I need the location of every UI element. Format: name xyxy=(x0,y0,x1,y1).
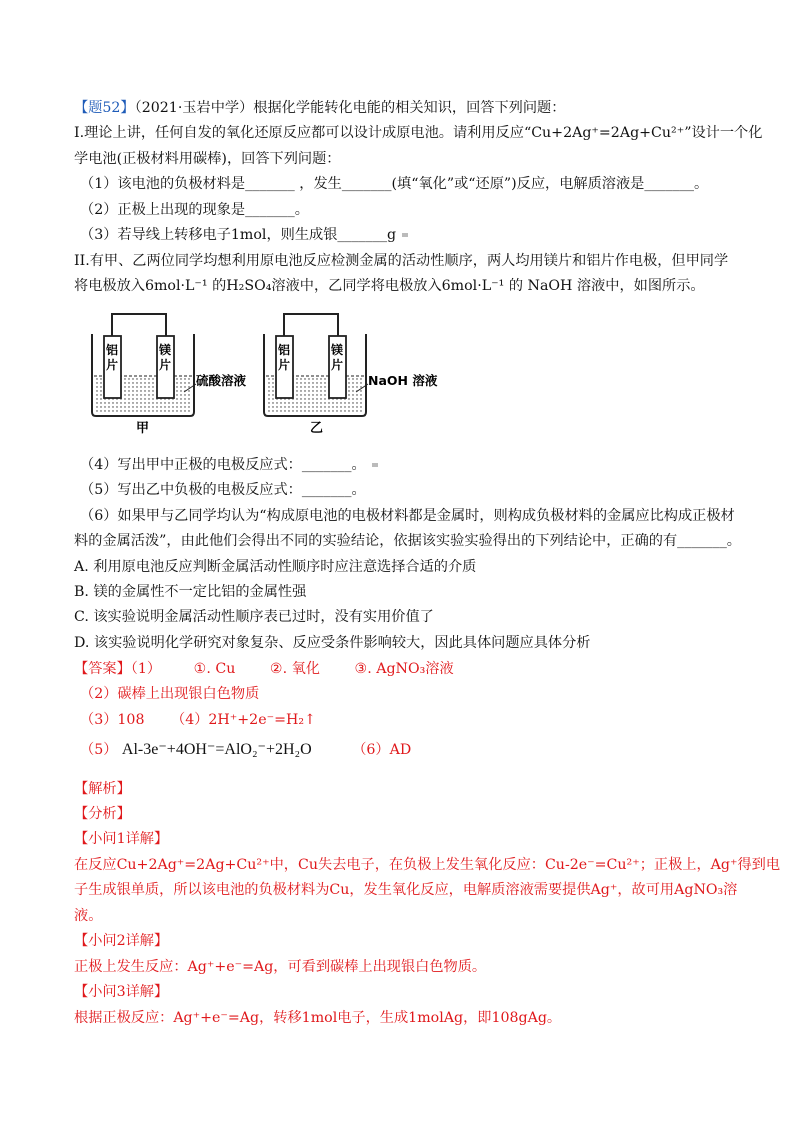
detail-3-heading: 【小问3详解】 xyxy=(74,984,169,1000)
detail-2-text: 正极上发生反应：Ag⁺+e⁻=Ag，可看到碳棒上出现银白色物质。 xyxy=(74,959,487,975)
electrode-al-label-top: 铝 xyxy=(106,343,119,357)
question-3-text: （3）若导线上转移电子1mol，则生成银_______g xyxy=(80,227,397,243)
part1-line2: 学电池(正极材料用碳棒)，回答下列问题： xyxy=(74,151,341,167)
beaker-jia xyxy=(92,314,247,436)
part2-line2: 将电极放入6mol·L⁻¹ 的H₂SO₄溶液中，乙同学将电极放入6mol·L⁻¹ 的 NaOH 溶液中，如图所示。 xyxy=(74,278,705,294)
detail-2-heading: 【小问2详解】 xyxy=(74,933,169,949)
electrode-al-label-top-yi: 铝 xyxy=(278,343,291,357)
detail-1-line1: 在反应Cu+2Ag⁺=2Ag+Cu²⁺中，Cu失去电子，在负极上发生氧化反应：Cu-2e⁻=Cu²⁺；正极上，Ag⁺得到电 xyxy=(74,857,781,873)
solution-label-jia: 硫酸溶液 xyxy=(196,373,247,388)
detail-1-heading: 【小问1详解】 xyxy=(74,831,169,847)
part1-text-end: 设计一个化 xyxy=(691,125,763,141)
question-4 xyxy=(80,455,378,475)
answer-1-item-1: ①. Cu xyxy=(193,661,236,677)
question-title: 根据化学能转化电能的相关知识，回答下列问题： xyxy=(253,100,566,116)
electrode-mg-label-top-yi: 镁 xyxy=(331,343,344,357)
question-1: （1）该电池的负极材料是_______ ，发生_______(填“氧化”或“还原”)反应，电解质溶液是_______。 xyxy=(80,176,709,192)
answer-5-prefix: （5） xyxy=(80,742,118,758)
part1-text: I.理论上讲，任何自发的氧化还原反应都可以设计成原电池。请利用反应 xyxy=(74,125,524,141)
answer-5-formula: Al-3e⁻+4OH⁻=AlO₂⁻+2H₂O xyxy=(121,741,312,758)
option-b: B. 镁的金属性不一定比铝的金属性强 xyxy=(74,584,307,600)
answer-line-1 xyxy=(74,659,454,679)
answer-5-6 xyxy=(80,740,411,760)
small-mark-icon-2 xyxy=(372,463,378,467)
detail-3-text: 根据正极反应：Ag⁺+e⁻=Ag，转移1mol电子，生成1molAg，即108gAg。 xyxy=(74,1010,562,1026)
answer-6: （6）AD xyxy=(352,742,412,758)
answer-3: （3）108 xyxy=(80,712,145,728)
electrode-al-label-bottom: 片 xyxy=(106,358,119,372)
fenxi-label: 【分析】 xyxy=(74,806,131,822)
answer-1-item-3: ③. AgNO₃溶液 xyxy=(354,661,454,677)
electrode-mg-label-bottom: 片 xyxy=(159,358,172,372)
question-source: （2021·玉岩中学） xyxy=(134,100,254,116)
analysis-label: 【解析】 xyxy=(74,781,131,797)
solution-label-yi: NaOH 溶液 xyxy=(368,373,438,388)
beaker-yi xyxy=(264,314,438,436)
part2-line1: II.有甲、乙两位同学均想利用原电池反应检测金属的活动性顺序，两人均用镁片和铝片作电极，但甲同学 xyxy=(74,253,729,269)
caption-yi: 乙 xyxy=(310,421,324,436)
detail-1-line3: 液。 xyxy=(74,908,103,924)
question-4-text: （4）写出甲中正极的电极反应式：_______。 xyxy=(80,457,366,473)
question-header xyxy=(74,98,565,118)
answer-1-prefix: （1） xyxy=(130,661,162,677)
galvanic-cell-figure xyxy=(84,306,444,436)
answer-3-4 xyxy=(80,710,316,730)
small-mark-icon xyxy=(402,233,408,237)
answer-1-item-2: ②. 氧化 xyxy=(269,661,320,677)
answer-2: （2）碳棒上出现银白色物质 xyxy=(80,686,260,702)
question-6-line1: （6）如果甲与乙同学均认为“构成原电池的电极材料都是金属时，则构成负极材料的金属应比构成正极材 xyxy=(80,508,735,524)
option-a: A. 利用原电池反应判断金属活动性顺序时应注意选择合适的介质 xyxy=(74,559,477,575)
answer-label: 【答案】 xyxy=(74,661,131,677)
question-6-line2: 料的金属活泼”，由此他们会得出不同的实验结论，依据该实验实验得出的下列结论中，正确的有_______。 xyxy=(74,533,741,549)
answer-4: （4）2H⁺+2e⁻=H₂↑ xyxy=(171,712,316,728)
detail-1-line2: 子生成银单质，所以该电池的负极材料为Cu，发生氧化反应，电解质溶液需要提供Ag⁺，故可用AgNO₃溶 xyxy=(74,882,738,898)
option-d: D. 该实验说明化学研究对象复杂、反应受条件影响较大，因此具体问题应具体分析 xyxy=(74,635,591,651)
electrode-al-label-bottom-yi: 片 xyxy=(278,358,291,372)
electrode-mg-label-bottom-yi: 片 xyxy=(331,358,344,372)
question-3 xyxy=(80,225,408,245)
part1-line1 xyxy=(74,123,762,143)
electrode-mg-label-top: 镁 xyxy=(159,343,172,357)
part1-reaction: “Cu+2Ag⁺=2Ag+Cu²⁺” xyxy=(523,125,692,141)
caption-jia: 甲 xyxy=(136,421,150,436)
question-5: （5）写出乙中负极的电极反应式：_______。 xyxy=(80,482,366,498)
question-tag: 【题52】 xyxy=(74,100,135,116)
option-c: C. 该实验说明金属活动性顺序表已过时，没有实用价值了 xyxy=(74,609,434,625)
question-2: （2）正极上出现的现象是_______。 xyxy=(80,202,309,218)
